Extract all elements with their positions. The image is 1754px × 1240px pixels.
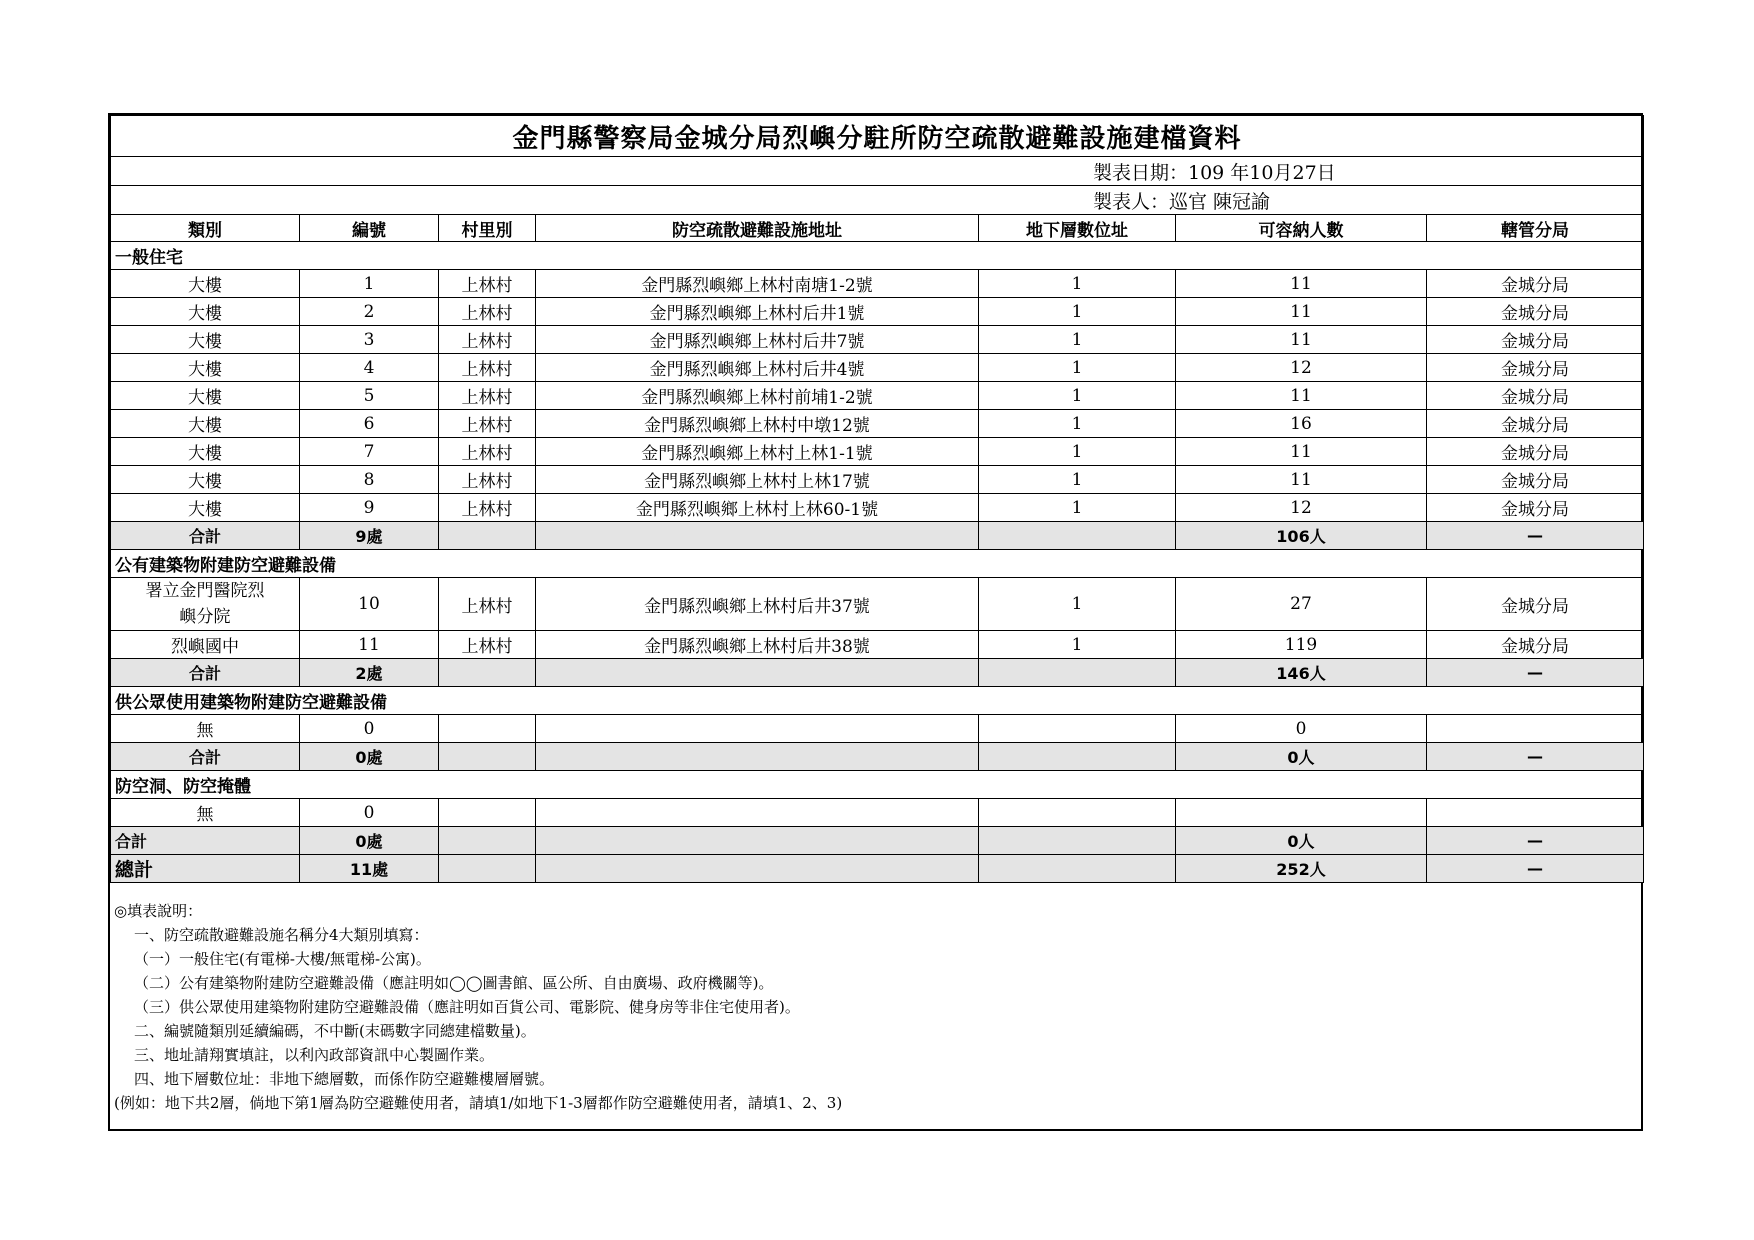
subtotal-empty: [536, 522, 979, 550]
subtotal-people: 0人: [1176, 743, 1427, 771]
capacity-cell: 27: [1176, 578, 1427, 631]
village-cell: 上林村: [439, 354, 536, 382]
capacity-cell: 119: [1176, 631, 1427, 659]
floor-cell: 1: [979, 494, 1176, 522]
floor-cell: 1: [979, 631, 1176, 659]
branch-cell: 金城分局: [1427, 410, 1644, 438]
subtotal-label: 合計: [111, 743, 300, 771]
floor-cell: [979, 799, 1176, 827]
header-branch: 轄管分局: [1427, 215, 1644, 242]
address-cell: 金門縣烈嶼鄉上林村后井1號: [536, 298, 979, 326]
subtotal-empty: [979, 659, 1176, 687]
date-line: 製表日期：109 年10月27日: [111, 157, 1644, 186]
subtotal-empty: [536, 659, 979, 687]
village-cell: 上林村: [439, 382, 536, 410]
type-cell: 大樓: [111, 438, 300, 466]
notes-line: （三）供公眾使用建築物附建防空避難設備（應註明如百貨公司、電影院、健身房等非住宅使用者)。: [134, 998, 800, 1016]
address-cell: 金門縣烈嶼鄉上林村后井4號: [536, 354, 979, 382]
village-cell: 上林村: [439, 326, 536, 354]
shelter-table: [110, 115, 1644, 883]
header-floor: 地下層數位址: [979, 215, 1176, 242]
type-cell: 大樓: [111, 494, 300, 522]
type-cell: 無: [111, 715, 300, 743]
subtotal-row: [111, 827, 1644, 855]
village-cell: 上林村: [439, 494, 536, 522]
maker-line: 製表人：巡官 陳冠諭: [111, 186, 1644, 215]
number-cell: 6: [300, 410, 439, 438]
capacity-cell: 11: [1176, 382, 1427, 410]
subtotal-branch: —: [1427, 743, 1644, 771]
header-address: 防空疏散避難設施地址: [536, 215, 979, 242]
subtotal-label: 合計: [111, 827, 300, 855]
capacity-cell: 11: [1176, 270, 1427, 298]
subtotal-count: 2處: [300, 659, 439, 687]
subtotal-empty: [439, 827, 536, 855]
capacity-cell: 11: [1176, 466, 1427, 494]
floor-cell: 1: [979, 270, 1176, 298]
number-cell: 0: [300, 799, 439, 827]
address-cell: 金門縣烈嶼鄉上林村南塘1-2號: [536, 270, 979, 298]
type-cell: 烈嶼國中: [111, 631, 300, 659]
floor-cell: 1: [979, 466, 1176, 494]
type-cell: 署立金門醫院烈嶼分院: [111, 578, 300, 631]
grand-total-count: 11處: [300, 855, 439, 883]
header-number: 編號: [300, 215, 439, 242]
subtotal-label: 合計: [111, 522, 300, 550]
section-header: [111, 550, 1644, 578]
type-cell: 大樓: [111, 270, 300, 298]
number-cell: 5: [300, 382, 439, 410]
section-title: 公有建築物附建防空避難設備: [111, 550, 1644, 578]
village-cell: 上林村: [439, 578, 536, 631]
subtotal-empty: [439, 659, 536, 687]
notes-line: 三、地址請翔實填註，以利內政部資訊中心製圖作業。: [134, 1046, 495, 1064]
subtotal-branch: —: [1427, 827, 1644, 855]
address-cell: 金門縣烈嶼鄉上林村后井7號: [536, 326, 979, 354]
table-row: [111, 410, 1644, 438]
number-cell: 3: [300, 326, 439, 354]
branch-cell: 金城分局: [1427, 578, 1644, 631]
capacity-cell: 12: [1176, 354, 1427, 382]
sheet-title: 金門縣警察局金城分局烈嶼分駐所防空疏散避難設施建檔資料: [111, 116, 1644, 157]
subtotal-empty: [536, 743, 979, 771]
notes-line: 二、編號隨類別延續編碼，不中斷(末碼數字同總建檔數量)。: [134, 1022, 536, 1040]
village-cell: 上林村: [439, 410, 536, 438]
village-cell: 上林村: [439, 466, 536, 494]
table-row: [111, 326, 1644, 354]
subtotal-people: 106人: [1176, 522, 1427, 550]
branch-cell: 金城分局: [1427, 382, 1644, 410]
subtotal-empty: [536, 827, 979, 855]
section-header: [111, 771, 1644, 799]
type-cell: 大樓: [111, 410, 300, 438]
branch-cell: 金城分局: [1427, 270, 1644, 298]
capacity-cell: 11: [1176, 438, 1427, 466]
type-cell: 無: [111, 799, 300, 827]
table-row: [111, 438, 1644, 466]
branch-cell: [1427, 715, 1644, 743]
floor-cell: 1: [979, 326, 1176, 354]
number-cell: 9: [300, 494, 439, 522]
section-title: 防空洞、防空掩體: [111, 771, 1644, 799]
subtotal-empty: [439, 522, 536, 550]
village-cell: 上林村: [439, 270, 536, 298]
capacity-cell: 16: [1176, 410, 1427, 438]
branch-cell: 金城分局: [1427, 466, 1644, 494]
capacity-cell: 0: [1176, 715, 1427, 743]
subtotal-people: 146人: [1176, 659, 1427, 687]
type-cell: 大樓: [111, 354, 300, 382]
grand-total-empty: [979, 855, 1176, 883]
notes-heading: ◎填表說明：: [114, 902, 203, 920]
village-cell: 上林村: [439, 631, 536, 659]
floor-cell: 1: [979, 438, 1176, 466]
section-header: [111, 687, 1644, 715]
floor-cell: 1: [979, 382, 1176, 410]
subtotal-label: 合計: [111, 659, 300, 687]
capacity-cell: 12: [1176, 494, 1427, 522]
table-row: [111, 578, 1644, 631]
branch-cell: 金城分局: [1427, 354, 1644, 382]
branch-cell: [1427, 799, 1644, 827]
grand-total-empty: [439, 855, 536, 883]
capacity-cell: 11: [1176, 298, 1427, 326]
table-row: [111, 494, 1644, 522]
table-row: [111, 631, 1644, 659]
address-cell: 金門縣烈嶼鄉上林村后井37號: [536, 578, 979, 631]
address-cell: 金門縣烈嶼鄉上林村上林60-1號: [536, 494, 979, 522]
subtotal-count: 9處: [300, 522, 439, 550]
address-cell: 金門縣烈嶼鄉上林村前埔1-2號: [536, 382, 979, 410]
type-cell: 大樓: [111, 382, 300, 410]
subtotal-row: [111, 659, 1644, 687]
branch-cell: 金城分局: [1427, 438, 1644, 466]
branch-cell: 金城分局: [1427, 631, 1644, 659]
number-cell: 0: [300, 715, 439, 743]
village-cell: 上林村: [439, 298, 536, 326]
number-cell: 10: [300, 578, 439, 631]
capacity-cell: 11: [1176, 326, 1427, 354]
grand-total-people: 252人: [1176, 855, 1427, 883]
number-cell: 11: [300, 631, 439, 659]
header-row: [111, 215, 1644, 242]
address-cell: [536, 715, 979, 743]
subtotal-empty: [439, 743, 536, 771]
subtotal-count: 0處: [300, 827, 439, 855]
floor-cell: 1: [979, 410, 1176, 438]
number-cell: 4: [300, 354, 439, 382]
subtotal-row: [111, 743, 1644, 771]
address-cell: 金門縣烈嶼鄉上林村中墩12號: [536, 410, 979, 438]
grand-total-row: [111, 855, 1644, 883]
table-row: [111, 382, 1644, 410]
table-row: [111, 466, 1644, 494]
subtotal-count: 0處: [300, 743, 439, 771]
number-cell: 7: [300, 438, 439, 466]
floor-cell: 1: [979, 298, 1176, 326]
address-cell: [536, 799, 979, 827]
subtotal-branch: —: [1427, 659, 1644, 687]
notes-line: 四、地下層數位址：非地下總層數，而係作防空避難樓層層號。: [134, 1070, 555, 1088]
floor-cell: 1: [979, 578, 1176, 631]
subtotal-empty: [979, 743, 1176, 771]
notes-line: (例如：地下共2層，倘地下第1層為防空避難使用者，請填1/如地下1-3層都作防空避難使用者，請填1、2、3): [114, 1094, 843, 1112]
address-cell: 金門縣烈嶼鄉上林村上林1-1號: [536, 438, 979, 466]
number-cell: 1: [300, 270, 439, 298]
number-cell: 8: [300, 466, 439, 494]
number-cell: 2: [300, 298, 439, 326]
floor-cell: [979, 715, 1176, 743]
branch-cell: 金城分局: [1427, 298, 1644, 326]
address-cell: 金門縣烈嶼鄉上林村后井38號: [536, 631, 979, 659]
section-title: 一般住宅: [111, 242, 1644, 270]
village-cell: [439, 799, 536, 827]
capacity-cell: [1176, 799, 1427, 827]
section-title: 供公眾使用建築物附建防空避難設備: [111, 687, 1644, 715]
table-row: [111, 298, 1644, 326]
address-cell: 金門縣烈嶼鄉上林村上林17號: [536, 466, 979, 494]
subtotal-people: 0人: [1176, 827, 1427, 855]
type-cell: 大樓: [111, 298, 300, 326]
subtotal-empty: [979, 827, 1176, 855]
notes-line: （二）公有建築物附建防空避難設備（應註明如◯◯圖書館、區公所、自由廣場、政府機關等)。: [134, 974, 774, 992]
branch-cell: 金城分局: [1427, 326, 1644, 354]
village-cell: 上林村: [439, 438, 536, 466]
grand-total-label: 總計: [111, 855, 300, 883]
subtotal-empty: [979, 522, 1176, 550]
notes-line: （一）一般住宅(有電梯-大樓/無電梯-公寓)。: [134, 950, 431, 968]
type-cell: 大樓: [111, 326, 300, 354]
grand-total-branch: —: [1427, 855, 1644, 883]
header-type: 類別: [111, 215, 300, 242]
subtotal-row: [111, 522, 1644, 550]
type-cell: 大樓: [111, 466, 300, 494]
fill-instructions: [110, 883, 1641, 1129]
table-row: [111, 715, 1644, 743]
subtotal-branch: —: [1427, 522, 1644, 550]
header-capacity: 可容納人數: [1176, 215, 1427, 242]
table-row: [111, 354, 1644, 382]
section-header: [111, 242, 1644, 270]
table-row: [111, 270, 1644, 298]
branch-cell: 金城分局: [1427, 494, 1644, 522]
shelter-record-sheet: [108, 113, 1643, 1131]
grand-total-empty: [536, 855, 979, 883]
village-cell: [439, 715, 536, 743]
notes-line: 一、防空疏散避難設施名稱分4大類別填寫：: [134, 926, 429, 944]
table-row: [111, 799, 1644, 827]
header-village: 村里別: [439, 215, 536, 242]
floor-cell: 1: [979, 354, 1176, 382]
